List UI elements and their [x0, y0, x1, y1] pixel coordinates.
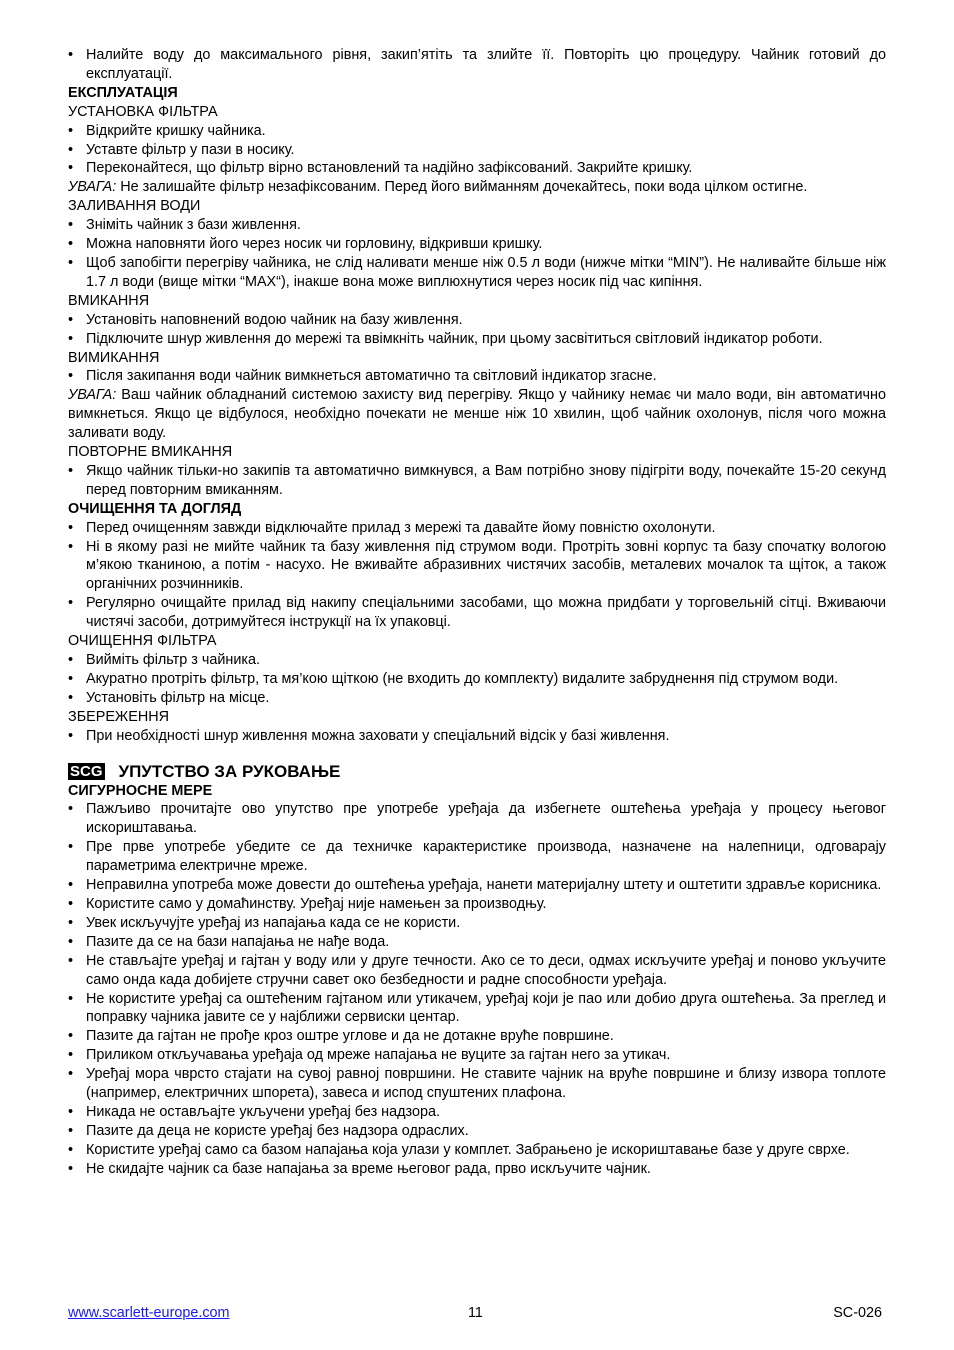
list-item: • Неправилна употреба може довести до оштећења уређаја, нанети материјалну штету и оштетити здравље корисника. — [68, 876, 886, 895]
list-item: • Не скидајте чајник са базе напајања за време његовог рада, прво искључите чајник. — [68, 1160, 886, 1179]
warning-note — [68, 178, 886, 197]
list-item: • Не стављајте уређај и гајтан у воду или у друге течности. Ако се то деси, одмах искључите уређај и поново укључите само онда када добијете стручни савет око безбедности и радне способности уређаја. — [68, 952, 886, 990]
list-item: • Уређај мора чврсто стајати на сувој равној површини. Не ставите чајник на вруће површине и близу извора топлоте (например, електричних шпорета), завеса и испод спуштених плафона. — [68, 1065, 886, 1103]
language-tag: SCG — [70, 763, 103, 781]
subheading-switch-on: ВМИКАННЯ — [68, 292, 150, 309]
website-link[interactable]: www.scarlett-europe.com — [68, 1305, 230, 1321]
warning-note — [68, 386, 886, 443]
subheading-reswitch: ПОВТОРНЕ ВМИКАННЯ — [68, 444, 233, 461]
list-item: • Переконайтеся, що фільтр вірно встановлений та надійно зафіксований. Закрийте кришку. — [68, 159, 886, 178]
list-item: • Пре прве употребе убедите се да техничке карактеристике производа, назначене на налепници, одговарају параметрима електричне мреже. — [68, 838, 886, 876]
page-footer — [68, 1303, 886, 1323]
safety-list — [68, 800, 886, 1178]
warning-label: УВАГА: — [68, 179, 117, 196]
section-heading-safety: СИГУРНОСНЕ МЕРЕ — [68, 782, 213, 799]
warning-text: Не залишайте фільтр незафіксованим. Перед його вийманням дочекайтесь, поки вода цілком остигне. — [116, 179, 808, 196]
list-item: • Пажљиво прочитајте ово упутство пре употребе уређаја да избегнете оштећења уређаја у процесу његовог искориштавања. — [68, 800, 886, 838]
list-item: • Увек искључујте уређај из напајања када се не користи. — [68, 914, 886, 933]
list-item: • Установіть фільтр на місце. — [68, 689, 886, 708]
list-item: • Вийміть фільтр з чайника. — [68, 651, 886, 670]
list-item: • Пазите да деца не користе уређај без надзора одраслих. — [68, 1122, 886, 1141]
list-item: • При необхідності шнур живлення можна заховати у спеціальний відсік у базі живлення. — [68, 727, 886, 746]
subheading-storage: ЗБЕРЕЖЕННЯ — [68, 708, 169, 725]
list-item: • Щоб запобігти перегріву чайника, не слід наливати менше ніж 0.5 л води (нижче мітки “MIN”). Не наливайте більше ніж 1.7 л води (вище мітки “MAX“), інакше вона може виплюхнутися через носик під час кипіння. — [68, 254, 886, 292]
subheading-switch-off: ВИМИКАННЯ — [68, 349, 160, 366]
list-item: • Відкрийте кришку чайника. — [68, 122, 886, 141]
list-item: • Користите уређај само са базом напајања која улази у комплет. Забрањено је искориштавање базе у друге сврхе. — [68, 1141, 886, 1160]
list-item: • Уставте фільтр у пази в носику. — [68, 141, 886, 160]
list-item: • Можна наповняти його через носик чи горловину, відкривши кришку. — [68, 235, 886, 254]
section-title-text: УПУТСТВО ЗА РУКОВАЊЕ — [118, 761, 341, 781]
list-item: • Приликом откључавања уређаја од мреже напајања не вуците за гајтан него за утикач. — [68, 1046, 886, 1065]
list-item: • Налийте воду до максимального рівня, закип’ятіть та злийте її. Повторіть цю процедуру. Чайник готовий до експлуатації. — [68, 46, 886, 84]
list-item: • Якщо чайник тільки-но закипів та автоматично вимкнувся, а Вам потрібно знову підігріти воду, почекайте 15-20 секунд перед повторним вмиканням. — [68, 462, 886, 500]
subheading-filter-install: УСТАНОВКА ФІЛЬТРА — [68, 103, 218, 120]
list-item: • Після закипання води чайник вимкнеться автоматично та світловий індикатор згасне. — [68, 367, 886, 386]
list-item: • Не користите уређај са оштећеним гајтаном или утикачем, уређај који је пао или добио друга оштећења. За преглед и поправку чајника јавите се у најближи сервиски центар. — [68, 990, 886, 1028]
section-heading-cleaning: ОЧИЩЕННЯ ТА ДОГЛЯД — [68, 500, 242, 517]
model-number: SC-026 — [833, 1305, 882, 1321]
warning-label: УВАГА: — [68, 387, 117, 404]
list-item: • Користите само у домаћинству. Уређај није намењен за производњу. — [68, 895, 886, 914]
list-item: • Регулярно очищайте прилад від накипу спеціальними засобами, що можна придбати у торговельній сітці. Вживаючи чистячі засоби, дотримуйтеся інструкції на їх упаковці. — [68, 594, 886, 632]
list-item: • Никада не остављајте укључени уређај без надзора. — [68, 1103, 886, 1122]
language-section-title — [68, 762, 886, 782]
manual-page — [68, 46, 886, 1179]
subheading-filter-cleaning: ОЧИЩЕННЯ ФІЛЬТРА — [68, 633, 217, 650]
list-item: • Акуратно протріть фільтр, та мя’кою щіткою (не входить до комплекту) видалите забруднення під струмом води. — [68, 670, 886, 689]
list-item: • Зніміть чайник з бази живлення. — [68, 216, 886, 235]
list-item: • Підключите шнур живлення до мережі та ввімкніть чайник, при цьому засвітиться світловий індикатор роботи. — [68, 330, 886, 349]
page-number: 11 — [468, 1305, 483, 1321]
section-heading-operation: ЕКСПЛУАТАЦІЯ — [68, 84, 178, 101]
list-item: • Ні в якому разі не мийте чайник та базу живлення під струмом води. Протріть зовні корпус та базу спочатку вологою м’якою тканиною, а потім - насухо. Не вживайте абразивних чистячих засобів, металевих мочалок та щіток, а також органічних розчинників. — [68, 538, 886, 595]
list-item: • Пазите да се на бази напајања не нађе вода. — [68, 933, 886, 952]
list-item: • Установіть наповнений водою чайник на базу живлення. — [68, 311, 886, 330]
subheading-filling: ЗАЛИВАННЯ ВОДИ — [68, 198, 201, 215]
list-item: • Перед очищенням завжди відключайте прилад з мережі та давайте йому повністю охолонути. — [68, 519, 886, 538]
warning-text: Ваш чайник обладнаний системою захисту вид перегріву. Якщо у чайнику немає чи мало води, він автоматично вимкнеться. Якщо це відбулося, необхідно почекати не менше ніж 10 хвилин, щоб чайник охолонув, після чого можна заливати воду. — [68, 387, 886, 442]
list-item: • Пазите да гајтан не прође кроз оштре углове и да не дотакне вруће површине. — [68, 1027, 886, 1046]
